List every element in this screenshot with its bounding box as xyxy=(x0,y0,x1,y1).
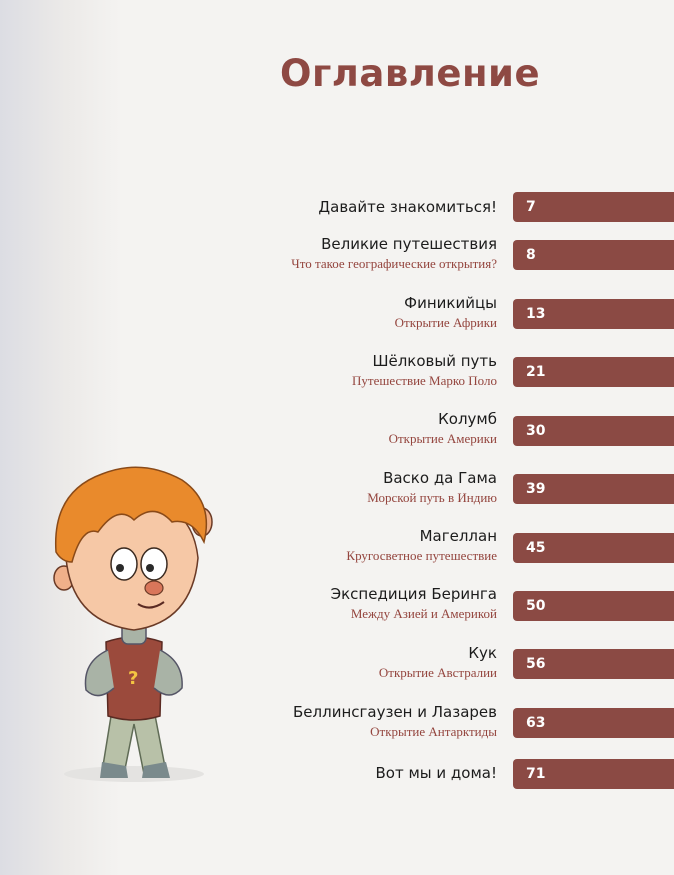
toc-entry-subtitle: Открытие Антарктиды xyxy=(370,724,497,739)
page-number-badge: 21 xyxy=(513,357,674,387)
right-eye xyxy=(141,548,167,580)
toc-entry-title: Колумб xyxy=(438,410,497,428)
toc-entry-subtitle: Кругосветное путешествие xyxy=(346,548,497,563)
page-number-badge: 45 xyxy=(513,533,674,563)
page-number-badge: 13 xyxy=(513,299,674,329)
toc-entry-text xyxy=(352,351,497,389)
toc-entry-title: Кук xyxy=(468,644,497,662)
toc-entry-title: Магеллан xyxy=(419,527,497,545)
toc-entry-title: Великие путешествия xyxy=(321,235,497,253)
toc-entry[interactable] xyxy=(0,234,674,284)
toc-entry-title: Давайте знакомиться! xyxy=(318,198,497,216)
toc-entry-text xyxy=(291,234,497,272)
left-pupil xyxy=(116,564,124,572)
toc-entry-text xyxy=(389,409,497,447)
page-number-badge: 63 xyxy=(513,708,674,738)
nose xyxy=(145,581,163,595)
ground-shadow xyxy=(64,766,204,782)
toc-entry-text xyxy=(395,293,497,331)
toc-entry-subtitle: Что такое географические открытия? xyxy=(291,256,497,271)
toc-entry-title: Беллинсгаузен и Лазарев xyxy=(293,703,497,721)
toc-entry-subtitle: Между Азией и Америкой xyxy=(350,606,497,621)
toc-entry-text xyxy=(346,526,497,564)
page-number-badge: 7 xyxy=(513,192,674,222)
toc-entry-title: Вот мы и дома! xyxy=(375,764,497,782)
right-pupil xyxy=(146,564,154,572)
cartoon-boy-illustration xyxy=(42,462,218,784)
page-number-badge: 30 xyxy=(513,416,674,446)
toc-entry-subtitle: Открытие Африки xyxy=(394,315,497,330)
toc-entry-subtitle: Открытие Австралии xyxy=(378,665,497,680)
toc-entry-title: Васко да Гама xyxy=(383,469,497,487)
toc-entry[interactable] xyxy=(0,351,674,401)
toc-entry-subtitle: Открытие Америки xyxy=(388,431,497,446)
toc-entry-text xyxy=(376,763,498,783)
toc-entry-title: Финикийцы xyxy=(404,294,497,312)
toc-entry-title: Экспедиция Беринга xyxy=(330,585,497,603)
page-number-badge: 71 xyxy=(513,759,674,789)
question-mark-print: ? xyxy=(128,668,139,689)
toc-entry-subtitle: Путешествие Марко Поло xyxy=(352,373,497,388)
page-title: Оглавление xyxy=(280,52,541,95)
toc-entry[interactable] xyxy=(0,409,674,459)
page-number-badge: 50 xyxy=(513,591,674,621)
toc-entry-title: Шёлковый путь xyxy=(372,352,497,370)
page-number-badge: 56 xyxy=(513,649,674,679)
toc-entry[interactable] xyxy=(0,293,674,343)
toc-entry-text xyxy=(293,702,497,740)
page-number-badge: 8 xyxy=(513,240,674,270)
page-number-badge: 39 xyxy=(513,474,674,504)
toc-entry-text xyxy=(379,643,497,681)
toc-entry-subtitle: Морской путь в Индию xyxy=(367,490,497,505)
left-eye xyxy=(111,548,137,580)
toc-entry-text xyxy=(331,584,497,622)
toc-entry-text xyxy=(318,197,497,217)
toc-entry-text xyxy=(367,468,497,506)
